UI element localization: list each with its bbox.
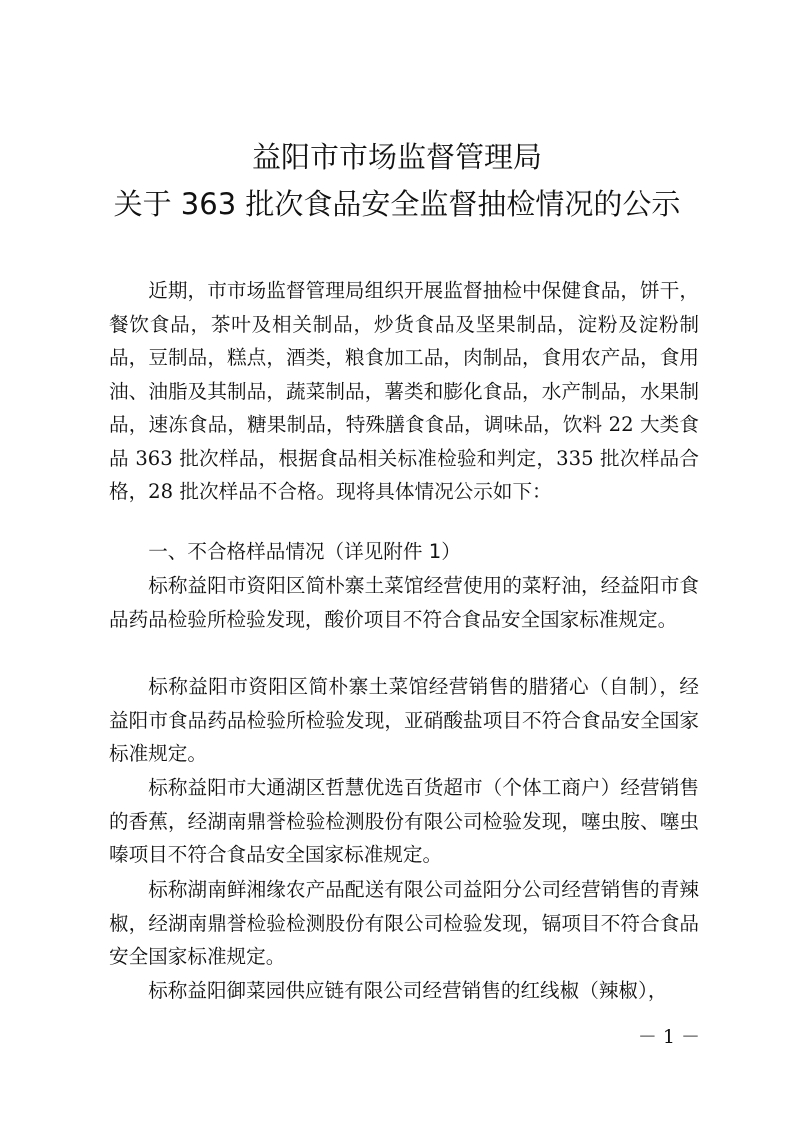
title-line-1: 益阳市市场监督管理局 <box>251 140 542 174</box>
section-1-heading: 一、不合格样品情况（详见附件 1） <box>148 540 461 563</box>
title-line-2: 关于 363 批次食品安全监督抽检情况的公示 <box>113 187 681 221</box>
intro-text: 近期，市市场监督管理局组织开展监督抽检中保健食品，饼干，餐饮食品，茶叶及相关制品，炒货食品及坚果制品，淀粉及淀粉制品，豆制品，糕点，酒类，粮食加工品，肉制品，食用农产品，食用油、油脂及其制品，蔬菜制品，薯类和膨化食品，水产制品，水果制品，速冻食品，糖果制品，特殊膳食食品，调味品，饮料 22 大类食品 363 批次样品，根据食品相关标准检验和判定，335 批次样品合格，28 批次样品不合格。现将具体情况公示如下： <box>109 279 699 503</box>
paragraph-4 <box>109 873 699 974</box>
paragraph-3 <box>109 771 699 872</box>
paragraph-1-text: 标称益阳市资阳区简朴寨土菜馆经营使用的菜籽油，经益阳市食品药品检验所检验发现，酸价项目不符合食品安全国家标准规定。 <box>109 574 699 631</box>
paragraph-2-text: 标称益阳市资阳区简朴寨土菜馆经营销售的腊猪心（自制），经益阳市食品药品检验所检验发现，亚硝酸盐项目不符合食品安全国家标准规定。 <box>109 675 699 765</box>
paragraph-1 <box>109 569 699 636</box>
paragraph-5 <box>109 974 699 1008</box>
paragraph-4-text: 标称湖南鲜湘缘农产品配送有限公司益阳分公司经营销售的青辣椒，经湖南鼎誉检验检测股份有限公司检验发现，镉项目不符合食品安全国家标准规定。 <box>109 878 699 968</box>
paragraph-2 <box>109 670 699 771</box>
paragraph-3-text: 标称益阳市大通湖区哲慧优选百货超市（个体工商户）经营销售的香蕉，经湖南鼎誉检验检测股份有限公司检验发现，噻虫胺、噻虫嗪项目不符合食品安全国家标准规定。 <box>109 776 699 866</box>
intro-paragraph <box>109 274 699 509</box>
paragraph-5-text: 标称益阳御菜园供应链有限公司经营销售的红线椒（辣椒）， <box>148 979 668 1002</box>
page-number: － 1 － <box>637 1026 700 1048</box>
